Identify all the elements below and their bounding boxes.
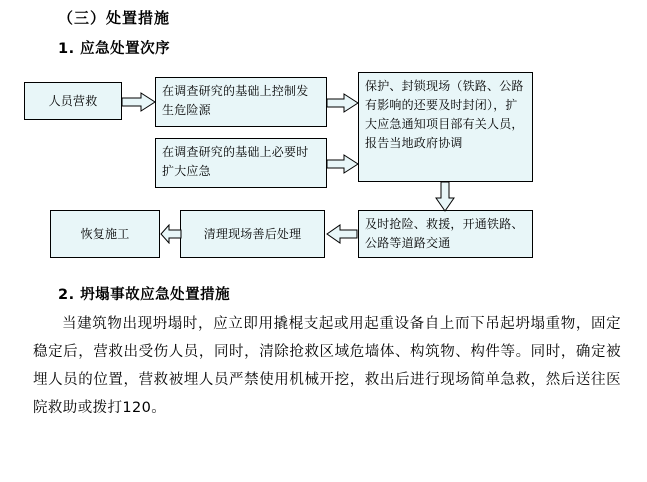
- flowchart: [0, 60, 647, 275]
- flow-box-protect-seal-site: 保护、封锁现场（铁路、公路有影响的还要及时封闭），扩大应急通知项目部有关人员，报告当地政府协调: [358, 72, 533, 182]
- page-title: （三）处置措施: [58, 9, 171, 27]
- flow-box-resume-construction: 恢复施工: [50, 210, 160, 258]
- flow-box-expand-emergency: 在调查研究的基础上必要时扩大应急: [155, 138, 327, 188]
- arrow-control-to-protect-icon: [327, 93, 359, 113]
- arrow-expand-to-protect-icon: [327, 154, 359, 174]
- subheading-order: 1. 应急处置次序: [58, 41, 171, 57]
- flow-box-personnel-rescue: 人员营救: [24, 82, 122, 120]
- arrow-cleanup-to-resume-icon: [160, 224, 182, 244]
- arrow-protect-to-rescue-icon: [435, 182, 455, 212]
- arrow-rescue-to-cleanup-icon: [326, 224, 358, 244]
- arrow-rescue-to-control-icon: [122, 92, 156, 112]
- flow-box-site-cleanup: 清理现场善后处理: [180, 210, 325, 258]
- flow-box-timely-rescue-traffic: 及时抢险、救援，开通铁路、公路等道路交通: [358, 210, 533, 258]
- body-paragraph: 当建筑物出现坍塌时，应立即用撬棍支起或用起重设备自上而下吊起坍塌重物，固定稳定后，营救出受伤人员，同时，清除抢救区域危墙体、构筑物、构件等。同时，确定被埋人员的位置，营救被埋人员严禁使用机械开挖，救出后进行现场简单急救，然后送往医院救助或拨打120。: [33, 316, 621, 416]
- flow-box-control-hazard-source: 在调查研究的基础上控制发生危险源: [155, 77, 327, 127]
- subheading-collapse-measures: 2. 坍塌事故应急处置措施: [58, 287, 231, 303]
